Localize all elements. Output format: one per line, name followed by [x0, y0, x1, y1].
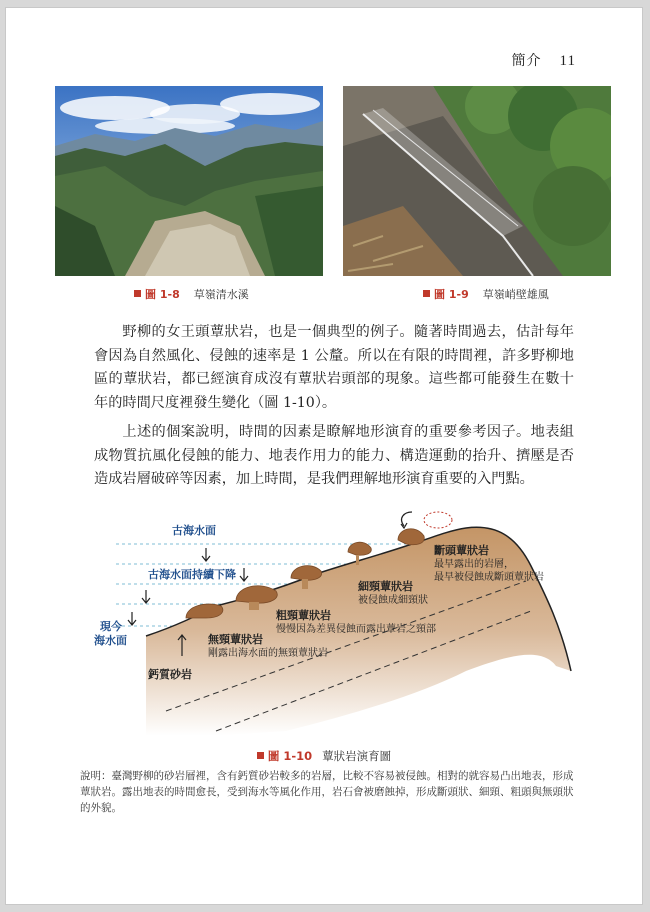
- figure-marker-icon: [257, 752, 264, 759]
- figure-1-10-caption: 圖 1-10 蕈狀岩演育圖: [6, 748, 642, 764]
- figure-1-8-title: 草嶺清水溪: [193, 288, 249, 301]
- figure-explanation: 說明：臺灣野柳的砂岩層裡，含有鈣質砂岩較多的岩層，比較不容易被侵蝕。相對的就容易凸出地表，形成蕈狀岩。露出地表的時間愈長，受到海水等風化作用，岩石會被磨蝕掉，形成斷頭狀、細頸、粗頭與無頭狀的外貌。: [80, 770, 574, 814]
- body-paragraph-2: 上述的個案說明，時間的因素是瞭解地形演育的重要參考因子。地表組成物質抗風化侵蝕的能力、地表作用力的能力、構造運動的抬升、擠壓是否造成岩層破碎等因素，加上時間，是我們理解地形演育重要的入門點。: [94, 424, 574, 487]
- label-broken-neck: 斷頭蕈狀岩: [434, 544, 489, 557]
- label-thin-neck: 細頸蕈狀岩: [358, 580, 413, 593]
- label-ancient-sea: 古海水面: [172, 524, 216, 537]
- figure-marker-icon: [134, 290, 141, 297]
- label-present-sea-1: 現今: [100, 620, 122, 633]
- figure-1-10-title: 蕈狀岩演育圖: [322, 749, 392, 763]
- chapter-title: 簡介: [511, 53, 542, 69]
- page-number: 11: [559, 53, 576, 69]
- label-calcareous-sandstone: 鈣質砂岩: [148, 668, 192, 681]
- label-broken-neck-desc-2: 最早被侵蝕成斷頭蕈狀岩: [434, 572, 544, 583]
- label-sea-falling: 古海水面持續下降: [148, 568, 236, 581]
- label-thin-neck-desc: 被侵蝕成細頸狀: [358, 595, 428, 606]
- running-head: [512, 50, 576, 70]
- label-broken-neck-desc-1: 最早露出的岩層，: [434, 559, 514, 570]
- label-neckless: 無頸蕈狀岩: [208, 633, 263, 646]
- mushroom-rock-evolution-diagram: [86, 506, 574, 736]
- figure-1-8-caption: 圖 1-8 草嶺清水溪: [134, 286, 249, 302]
- figure-marker-icon: [423, 290, 430, 297]
- label-thick-neck: 粗頸蕈狀岩: [276, 609, 331, 622]
- figure-1-9-title: 草嶺峭壁雄風: [482, 288, 549, 301]
- label-thick-neck-desc: 慢慢因為差異侵蝕而露出蕈岩之頸部: [276, 624, 436, 635]
- label-present-sea-2: 海水面: [94, 634, 127, 647]
- book-page: [6, 8, 642, 904]
- photo-caoling-cliff: [343, 86, 611, 276]
- body-paragraph-1: 野柳的女王頭蕈狀岩，也是一個典型的例子。隨著時間過去，估計每年會因為自然風化、侵蝕的速率是 1 公釐。所以在有限的時間裡，許多野柳地區的蕈狀岩，都已經演育成沒有蕈狀岩頭部的現象。這些都可能發生在數十年的時間尺度裡發生變化（圖 1-10）。: [94, 324, 574, 411]
- photo-caoling-qingshui-creek: [55, 86, 323, 276]
- label-neckless-desc: 剛露出海水面的無頸蕈狀岩: [208, 648, 328, 659]
- figure-1-9-caption: 圖 1-9 草嶺峭壁雄風: [423, 286, 549, 302]
